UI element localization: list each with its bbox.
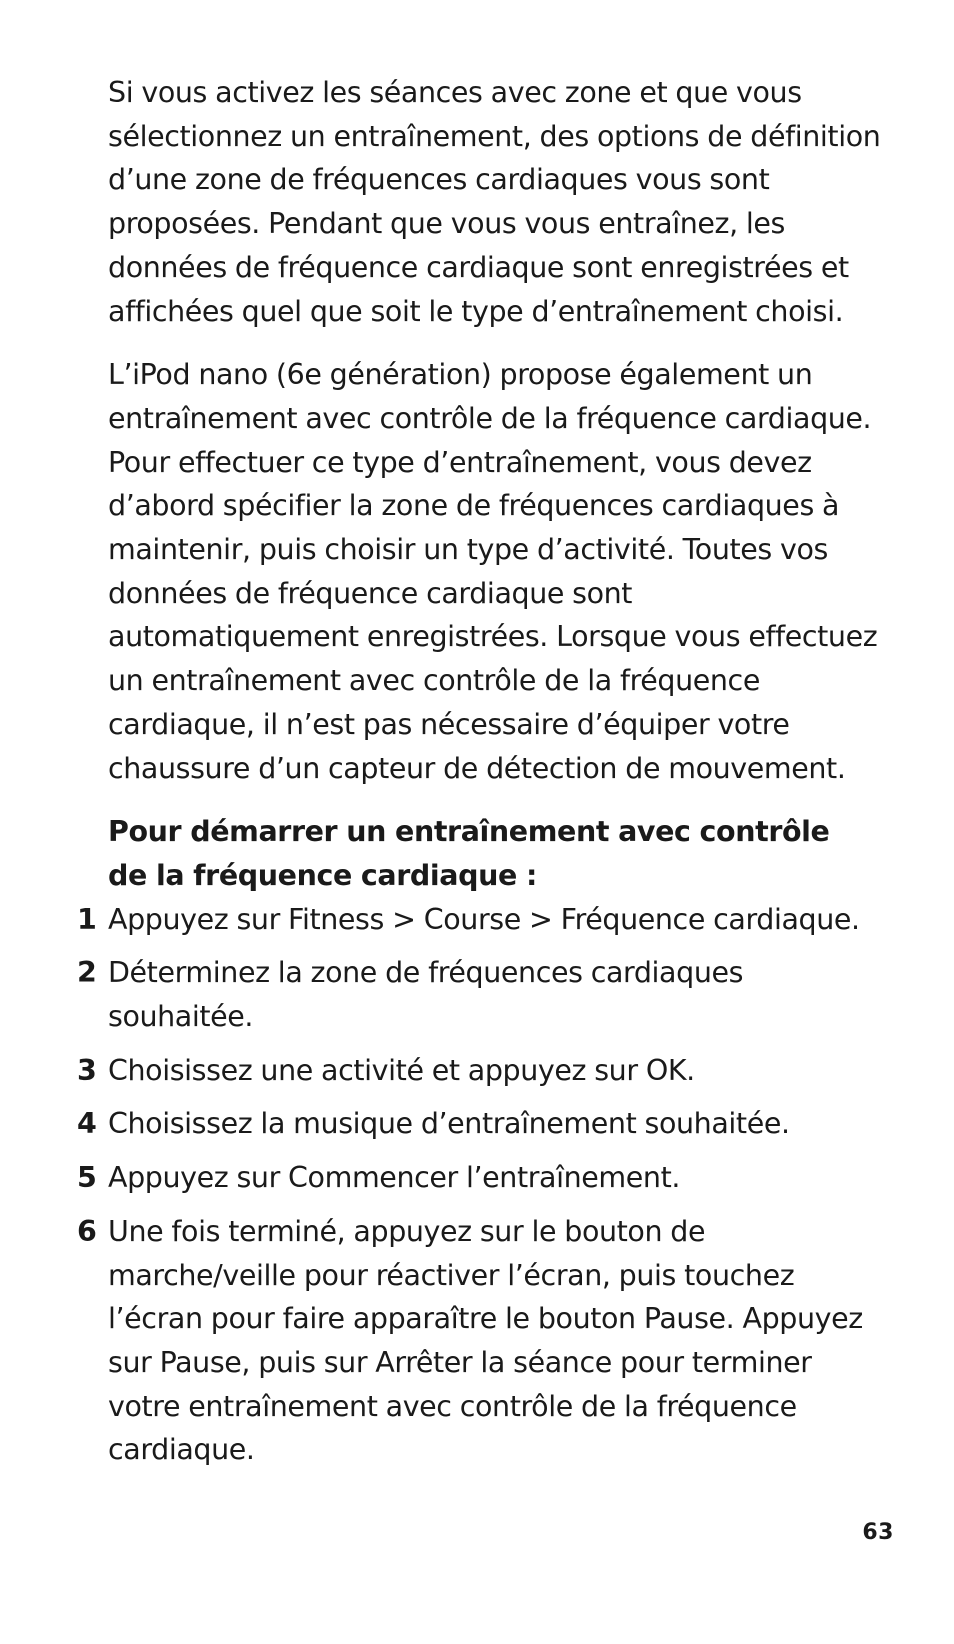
step-6 [77, 1210, 888, 1472]
step-3 [77, 1049, 888, 1093]
step-text: Appuyez sur Fitness > Course > Fréquence cardiaque. [108, 902, 860, 936]
step-number: 4 [77, 1107, 97, 1141]
step-1 [77, 898, 888, 942]
step-5 [77, 1156, 888, 1200]
page-content [77, 71, 888, 1482]
step-text: Choisissez la musique d’entraînement souhaitée. [108, 1107, 790, 1141]
step-number: 5 [77, 1161, 97, 1195]
procedure-steps [77, 898, 888, 1472]
step-text: Choisissez une activité et appuyez sur OK. [108, 1053, 695, 1087]
step-number: 2 [77, 956, 97, 990]
step-number: 1 [77, 902, 97, 936]
step-text: Déterminez la zone de fréquences cardiaques souhaitée. [108, 956, 744, 1034]
step-4 [77, 1102, 888, 1146]
procedure-heading: Pour démarrer un entraînement avec contrôle de la fréquence cardiaque : [108, 815, 830, 892]
intro-paragraph-heart-rate: L’iPod nano (6e génération) propose également un entraînement avec contrôle de la fréquence cardiaque. Pour effectuer ce type d’entraînement, vous devez d’abord spécifier la zone de fréquences cardiaques à maintenir, puis choisir un type d’activité. Toutes vos données de fréquence cardiaque sont automatiquement enregistrées. Lorsque vous effectuez un entraînement avec contrôle de la fréquence cardiaque, il n’est pas nécessaire d’équiper votre chaussure d’un capteur de détection de mouvement. [108, 358, 878, 785]
step-number: 6 [77, 1214, 97, 1248]
step-number: 3 [77, 1053, 97, 1087]
step-text: Une fois terminé, appuyez sur le bouton de marche/veille pour réactiver l’écran, puis touchez l’écran pour faire apparaître le bouton Pause. Appuyez sur Pause, puis sur Arrêter la séance pour terminer votre entraînement avec contrôle de la fréquence cardiaque. [108, 1214, 863, 1467]
step-2 [77, 951, 888, 1038]
intro-paragraph-zones: Si vous activez les séances avec zone et que vous sélectionnez un entraînement, des options de définition d’une zone de fréquences cardiaques vous sont proposées. Pendant que vous vous entraînez, les données de fréquence cardiaque sont enregistrées et affichées quel que soit le type d’entraînement choisi. [108, 76, 881, 328]
step-text: Appuyez sur Commencer l’entraînement. [108, 1161, 681, 1195]
page-number: 63 [862, 1520, 894, 1545]
